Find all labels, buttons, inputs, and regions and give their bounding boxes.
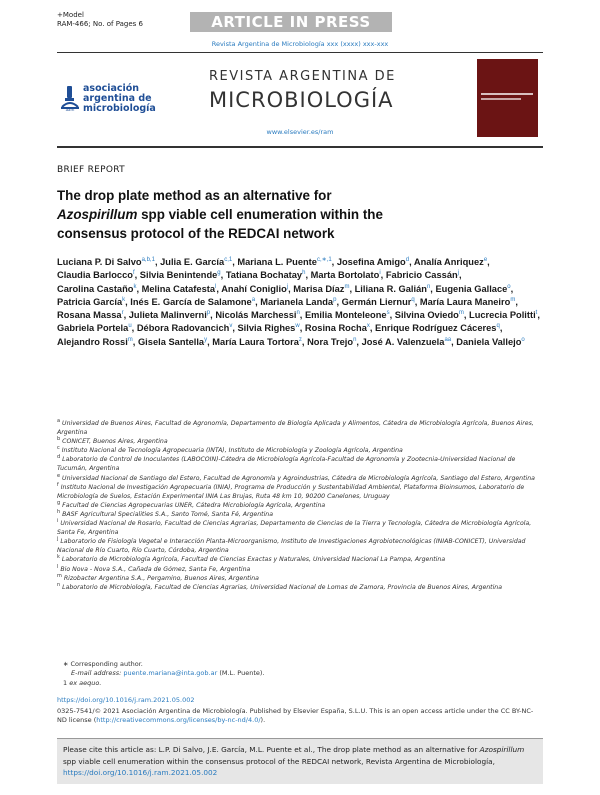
author-name[interactable]: Mariana L. Puente$^{c,∗,1}$	[237, 256, 332, 267]
journal-url[interactable]: www.elsevier.es/ram	[266, 128, 334, 136]
author-affiliation-marker[interactable]: r	[121, 310, 124, 317]
author-name[interactable]: Luciana P. Di Salvo$^{a,b,1}$	[57, 256, 155, 267]
author-affiliation-marker[interactable]: c,∗,1	[316, 256, 332, 263]
author-affiliation-marker[interactable]: f	[132, 270, 135, 277]
author-name[interactable]: Nicolás Marchessi$^n$	[215, 310, 300, 321]
title-line2: Azospirillum spp viable cell enumeration within the	[57, 207, 383, 222]
logo-abbrev: aam	[65, 107, 75, 111]
correspondence-footnote: ∗ Corresponding author. E-mail address: puente.mariana@inta.gob.ar (M.L. Puente). 1 ex aequo.	[63, 660, 265, 687]
author-name[interactable]: Patricia García$^k$	[57, 296, 126, 307]
author-name[interactable]: Rosina Rocha$^x$	[304, 323, 370, 334]
journal-title-line2: MICROBIOLOGÍA	[209, 88, 394, 112]
author-affiliation-marker[interactable]: a,b,1	[141, 256, 155, 263]
author-name[interactable]: Silvia Benintende$^g$	[139, 270, 221, 281]
masthead-divider	[57, 146, 543, 148]
affiliation-item: $^i$ Universidad Nacional de Rosario, Facultad de Ciencias Agrarias, Departamento de Ciencias de la Tierra y Tecnología, Cátedra de Microbiología Agrícola, Santa Fe, Argentina	[57, 517, 532, 537]
logo-line1: asociación	[83, 83, 140, 94]
affiliation-item: $^d$ Laboratorio de Control de Inoculantes (LABOCOIN)-Cátedra de Microbiología Agrícola-Facultad de Agronomía y Zootecnia-Universidad Nacional de Tucumán, Argentina	[57, 454, 516, 473]
title-genus: Azospirillum	[57, 207, 138, 222]
citation-doi-link[interactable]: https://doi.org/10.1016/j.ram.2021.05.002	[63, 768, 218, 777]
author-affiliation-marker[interactable]: h	[302, 270, 306, 277]
corresponding-label: Corresponding author.	[70, 660, 143, 668]
author-name[interactable]: José A. Valenzuela$^{aa}$	[361, 336, 452, 347]
logo-line3: microbiología	[83, 103, 156, 114]
author-name[interactable]: Carolina Castaño$^k$	[57, 283, 137, 294]
author-affiliation-marker[interactable]: g	[217, 270, 221, 277]
author-name[interactable]: Daniela Vallejo$^o$	[456, 336, 525, 347]
author-affiliation-marker[interactable]: j	[286, 283, 289, 290]
author-affiliation-marker[interactable]: z	[298, 336, 302, 343]
author-name[interactable]: María Laura Tortora$^z$	[212, 336, 302, 347]
author-name[interactable]: Analía Anriquez$^e$	[413, 256, 488, 267]
citation-prefix: Please cite this article as: L.P. Di Salvo, J.E. García, M.L. Puente et al., The drop plate method as an alternative for	[63, 745, 478, 754]
author-name[interactable]: Liliana R. Galián$^n$	[354, 283, 431, 294]
microscope-logo-icon	[59, 85, 81, 111]
author-name[interactable]: Inés E. García de Salamone$^a$	[130, 296, 256, 307]
author-affiliation-marker[interactable]: m	[344, 283, 350, 290]
journal-cover-thumbnail	[477, 59, 538, 137]
running-header	[57, 11, 143, 29]
affiliation-item: $^g$ Facultad de Ciencias Agropecuarias UNER, Cátedra Microbiología Agrícola, Argentina	[57, 499, 326, 509]
author-affiliation-marker[interactable]: j	[457, 270, 460, 277]
author-affiliation-marker[interactable]: t	[535, 310, 538, 317]
author-affiliation-marker[interactable]: l	[215, 283, 217, 290]
author-name[interactable]: Enrique Rodríguez Cáceres$^q$	[375, 323, 500, 334]
journal-title-line1: REVISTA ARGENTINA DE	[209, 69, 396, 84]
affiliation-item: $^k$ Laboratorio de Microbiología Agrícola, Facultad de Ciencias Exactas y Naturales, Universidad Nacional La Pampa, Argentina	[57, 554, 446, 564]
affiliation-item: $^f$ Instituto Nacional de Investigación Agropecuaria (INIA), Programa de Producción y Sustentabilidad Ambiental, Plataforma Bioinsumos, Laboratorio de Microbiología de Suelos, Estación Experimental INIA Las Brujas, Ruta 48 km 10, 90200 Canelones, Uruguay	[57, 481, 525, 500]
author-affiliation-marker[interactable]: k	[122, 296, 126, 303]
citation-genus: Azospirillum	[479, 745, 525, 754]
author-affiliation-marker[interactable]: s	[386, 310, 390, 317]
email-link[interactable]: puente.mariana@inta.gob.ar	[123, 669, 218, 678]
affiliation-item: $^e$ Universidad Nacional de Santiago del Estero, Facultad de Agronomía y Agroindustrias, Cátedra de Microbiología Agrícola, Santiago del Estero, Argentina	[57, 472, 535, 482]
author-affiliation-marker[interactable]: y	[204, 336, 208, 343]
article-in-press-banner: ARTICLE IN PRESS	[190, 12, 392, 32]
author-name[interactable]: Silvia Righes$^w$	[237, 323, 300, 334]
author-name[interactable]: Lucrecia Politti$^t$	[469, 310, 538, 321]
citation-box	[57, 738, 543, 784]
doi-link[interactable]: https://doi.org/10.1016/j.ram.2021.05.002	[57, 696, 195, 704]
author-name[interactable]: Alejandro Rossi$^m$	[57, 336, 133, 347]
author-affiliation-marker[interactable]: q	[411, 296, 415, 303]
author-name[interactable]: Marianela Landa$^p$	[260, 296, 337, 307]
author-name[interactable]: Julieta Malinverni$^p$	[128, 310, 211, 321]
author-name[interactable]: Julia E. García$^{c,1}$	[160, 256, 233, 267]
title-line1: The drop plate method as an alternative for	[57, 188, 332, 203]
author-affiliation-marker[interactable]: u	[128, 323, 132, 330]
affiliation-item: $^j$ Laboratorio de Fisiología Vegetal e Interacción Planta-Microorganismo, Instituto de Investigaciones Agrobiotecnológicas (INIAB-CONICET), Universidad Nacional de Río Cuarto, Río Cuarto, Córdoba, Argentina	[57, 536, 526, 555]
author-affiliation-marker[interactable]: p	[333, 296, 337, 303]
journal-citation[interactable]: Revista Argentina de Microbiología xxx (xxxx) xxx-xxx	[211, 40, 389, 48]
author-name[interactable]: Silvina Oviedo$^m$	[394, 310, 464, 321]
author-affiliation-marker[interactable]: e	[483, 256, 488, 263]
author-name[interactable]: Fabricio Cassán$^j$	[385, 270, 460, 281]
author-affiliation-marker[interactable]: o	[521, 336, 525, 343]
affiliation-item: $^n$ Laboratorio de Microbiología, Facultad de Ciencias Agrarias, Universidad Nacional de Lomas de Zamora, Provincia de Buenos Aires, Argentina	[57, 581, 503, 591]
author-affiliation-marker[interactable]: d	[405, 256, 410, 263]
ref-line: RAM-466; No. of Pages 6	[57, 20, 143, 28]
author-name[interactable]: Anahí Coniglio$^j$	[221, 283, 289, 294]
author-affiliation-marker[interactable]: aa	[444, 336, 452, 343]
author-affiliation-marker[interactable]: m	[458, 310, 464, 317]
author-affiliation-marker[interactable]: n	[353, 336, 357, 343]
affiliation-item: $^h$ BASF Agricultural Specialities S.A., Santo Tomé, Santa Fé, Argentina	[57, 508, 274, 518]
author-affiliation-marker[interactable]: w	[295, 323, 300, 330]
affiliation-item: $^a$ Universidad de Buenos Aires, Facultad de Agronomía, Departamento de Biología Aplicada y Alimentos, Cátedra de Microbiología Agrícola, Buenos Aires, Argentina	[57, 417, 534, 437]
citation-middle: spp viable cell enumeration within the consensus protocol of the REDCAI network, Revista Argentina de Microbiología,	[63, 756, 495, 766]
author-affiliation-marker[interactable]: m	[510, 296, 516, 303]
email-label: E-mail address:	[71, 669, 122, 678]
author-name[interactable]: Gisela Santella$^y$	[137, 336, 208, 347]
author-affiliation-marker[interactable]: q	[496, 323, 500, 330]
author-name[interactable]: Marta Bortolato$^i$	[310, 270, 381, 281]
affiliation-list	[57, 419, 543, 592]
author-name[interactable]: Débora Radovancich$^v$	[136, 323, 233, 334]
model-line: +Model	[57, 11, 84, 19]
author-affiliation-marker[interactable]: m	[127, 336, 133, 343]
author-affiliation-marker[interactable]: x	[366, 323, 370, 330]
author-name[interactable]: Emilia Monteleone$^s$	[304, 310, 390, 321]
author-affiliation-marker[interactable]: o	[507, 283, 511, 290]
author-name[interactable]: Eugenia Gallace$^o$	[435, 283, 511, 294]
author-affiliation-marker[interactable]: k	[133, 283, 137, 290]
affiliation-item: $^m$ Rizobacter Argentina S.A., Pergamino, Buenos Aires, Argentina	[57, 572, 259, 582]
author-name[interactable]: Claudia Barlocco$^f$	[57, 270, 135, 281]
affiliation-item: $^c$ Instituto Nacional de Tecnología Agropecuaria (INTA), Instituto de Microbiología y Zoología Agrícola, Argentina	[57, 445, 403, 455]
email-person: (M.L. Puente).	[219, 669, 265, 678]
affiliation-item: $^l$ Bio Nova - Nova S.A., Cañada de Gómez, Santa Fe, Argentina	[57, 563, 251, 573]
author-name[interactable]: Germán Liernur$^q$	[341, 296, 415, 307]
copyright-text: 0325-7541/© 2021 Asociación Argentina de Microbiología. Published by Elsevier España, S.L.U. This is an open access article under the CC BY-NC-ND license (	[57, 707, 534, 724]
society-logo-text	[83, 84, 156, 114]
author-name[interactable]: Nora Trejo$^n$	[307, 336, 357, 347]
author-name[interactable]: Tatiana Bochatay$^h$	[225, 270, 306, 281]
author-affiliation-marker[interactable]: c,1	[224, 256, 233, 263]
logo-line2: argentina de	[83, 93, 152, 104]
author-list: Luciana P. Di Salvo$^{a,b,1}$, Julia E. García$^{c,1}$, Mariana L. Puente$^{c,∗,1}$, Josefina Amigo$^d$, Analía Anriquez$^e$, Claudia Barlocco$^f$, Silvia Benintende$^g$, Tatiana Bochatay$^h$, Marta Bortolato$^i$, Fabricio Cassán$^j$, Carolina Castaño$^k$, Melina Catafesta$^l$, Anahí Coniglio$^j$, Marisa Díaz$^m$, Liliana R. Galián$^n$, Eugenia Gallace$^o$, Patricia García$^k$, Inés E. García de Salamone$^a$, Marianela Landa$^p$, Germán Liernur$^q$, María Laura Maneiro$^m$, Rosana Massa$^r$, Julieta Malinverni$^p$, Nicolás Marchessi$^n$, Emilia Monteleone$^s$, Silvina Oviedo$^m$, Lucrecia Politti$^t$, Gabriela Portela$^u$, Débora Radovancich$^v$, Silvia Righes$^w$, Rosina Rocha$^x$, Enrique Rodríguez Cáceres$^q$, Alejandro Rossi$^m$, Gisela Santella$^y$, María Laura Tortora$^z$, Nora Trejo$^n$, José A. Valenzuela$^{aa}$, Daniela Vallejo$^o$	[57, 256, 540, 347]
affiliation-item: $^b$ CONICET, Buenos Aires, Argentina	[57, 436, 168, 446]
equal-contribution-note: ex aequo.	[69, 678, 102, 687]
author-affiliation-marker[interactable]: n	[296, 310, 300, 317]
author-name[interactable]: Josefina Amigo$^d$	[336, 256, 410, 267]
author-affiliation-marker[interactable]: p	[206, 310, 211, 317]
article-title	[57, 186, 517, 243]
header-divider	[57, 52, 543, 53]
doi-block: https://doi.org/10.1016/j.ram.2021.05.002 0325-7541/© 2021 Asociación Argentina de Microbiología. Published by Elsevier España, S.L.U. This is an open access article under the CC BY-NC-ND license (http://creativecommons.org/licenses/by-nc-nd/4.0/).	[57, 696, 534, 724]
title-line3: consensus protocol of the REDCAI network	[57, 226, 335, 241]
author-affiliation-marker[interactable]: v	[229, 323, 233, 330]
author-affiliation-marker[interactable]: a	[251, 296, 256, 303]
author-name[interactable]: Melina Catafesta$^l$	[141, 283, 217, 294]
author-name[interactable]: Rosana Massa$^r$	[57, 310, 124, 321]
section-label: BRIEF REPORT	[57, 165, 125, 175]
license-link[interactable]: http://creativecommons.org/licenses/by-nc-nd/4.0/	[96, 716, 261, 724]
author-name[interactable]: Gabriela Portela$^u$	[57, 323, 132, 334]
author-name[interactable]: Marisa Díaz$^m$	[293, 283, 350, 294]
author-name[interactable]: María Laura Maneiro$^m$	[419, 296, 516, 307]
author-affiliation-marker[interactable]: i	[379, 270, 381, 277]
author-affiliation-marker[interactable]: n	[426, 283, 431, 290]
